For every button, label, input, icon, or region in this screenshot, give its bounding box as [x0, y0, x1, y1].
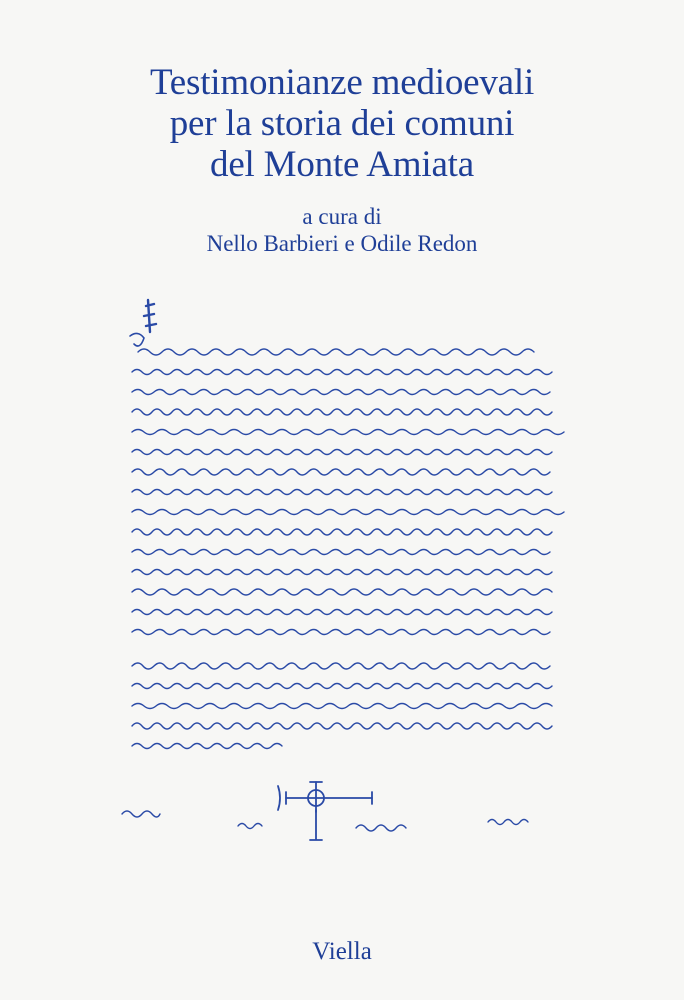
editor-intro: a cura di: [302, 204, 382, 229]
title-line-1: Testimonianze medioevali: [149, 62, 535, 103]
manuscript-image: [110, 292, 580, 852]
book-title: [0, 62, 684, 185]
editor-names: Nello Barbieri e Odile Redon: [206, 231, 478, 256]
publisher-name: Viella: [312, 938, 372, 965]
title-line-2: per la storia dei comuni: [169, 103, 515, 144]
title-line-3: del Monte Amiata: [210, 144, 474, 185]
